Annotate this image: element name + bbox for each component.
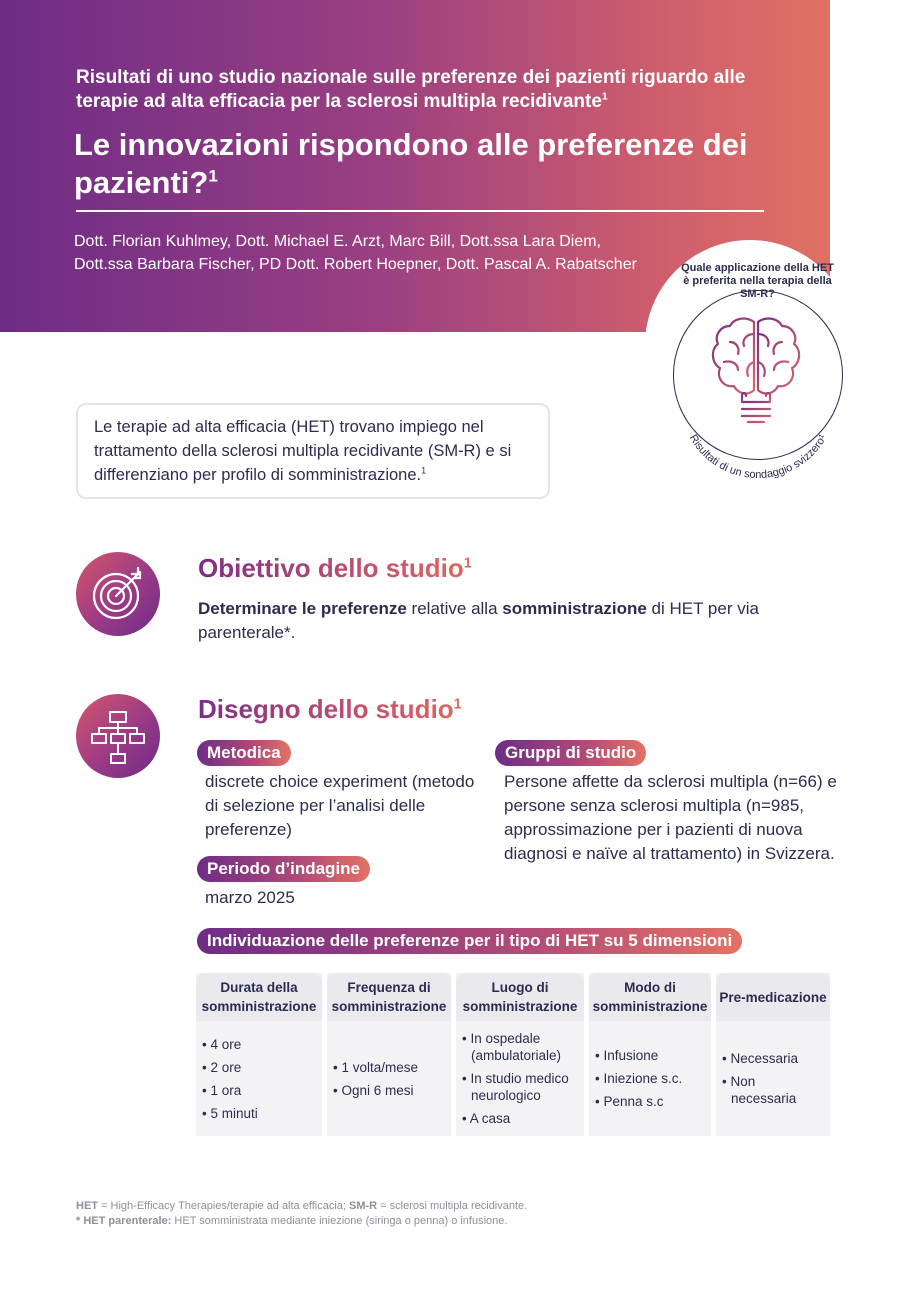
period-text: marzo 2025: [205, 888, 295, 907]
dimension-column: [716, 973, 830, 1136]
footnotes: HET = High-Efficacy Therapies/terapie ad alta efficacia; SM-R = sclerosi multipla recidivante. * HET parenterale: HET somministrata mediante iniezione (siringa o penna) o infusione.: [76, 1200, 528, 1227]
flowchart-icon: [76, 694, 160, 778]
method-text: discrete choice experiment (metodo di selezione per l’analisi delle preferenze): [205, 772, 475, 839]
groups-label: Gruppi di studio: [495, 740, 646, 766]
groups-text: Persone affette da sclerosi multipla (n=66) e persone senza sclerosi multipla (n=985, approssimazione per i pazienti di nuova diagnosi e naïve al trattamento) in Svizzera.: [504, 772, 837, 863]
list-item: • 1 ora: [202, 1082, 242, 1098]
survey-question: Quale applicazione della HET è preferita nella terapia della SM-R?: [681, 262, 834, 300]
dimension-column: [196, 973, 322, 1136]
objective-text: Determinare le preferenze relative alla somministrazione di HET per via parenterale*.: [198, 599, 759, 642]
dimensions-label: Individuazione delle preferenze per il tipo di HET su 5 dimensioni: [197, 928, 742, 954]
list-item: • Ogni 6 mesi: [333, 1082, 414, 1098]
column-header: Luogo di somministrazione: [456, 973, 584, 1021]
list-item: • Iniezione s.c.: [595, 1071, 683, 1086]
survey-arc-label: [660, 330, 856, 480]
column-header: Frequenza di somministrazione: [327, 973, 451, 1021]
list-item: • 1 volta/mese: [333, 1059, 419, 1075]
header-divider: [76, 210, 764, 212]
list-item: • 2 ore: [202, 1059, 242, 1075]
objective-title: Obiettivo dello studio$^1$: [198, 553, 472, 583]
list-item: • Non necessaria: [722, 1074, 797, 1106]
list-item: • In ospedale (ambulatoriale): [462, 1031, 562, 1063]
svg-text:Risultati di un sondaggio sviz: Risultati di un sondaggio svizzero¹: [686, 432, 830, 480]
column-header: Durata della somministrazione: [196, 973, 322, 1021]
dimension-column: [456, 973, 584, 1136]
method-label: Metodica: [197, 740, 291, 766]
list-item: • A casa: [462, 1111, 511, 1126]
list-item: • Necessaria: [722, 1051, 799, 1066]
column-header: Pre-medicazione: [716, 973, 830, 1021]
intro-box: Le terapie ad alta efficacia (HET) trovano impiego nel trattamento della sclerosi multipla recidivante (SM-R) e si differenziano per profilo di somministrazione.$^1$: [76, 403, 550, 499]
list-item: • In studio medico neurologico: [462, 1071, 569, 1103]
list-item: • Infusione: [595, 1048, 659, 1063]
design-title: Disegno dello studio$^1$: [198, 694, 462, 724]
header-subtitle: Risultati di uno studio nazionale sulle preferenze dei pazienti riguardo alle terapie ad alta efficacia per la sclerosi multipla recidivante$^1$: [76, 67, 746, 112]
column-header: Modo di somministrazione: [589, 973, 711, 1021]
page-title: Le innovazioni rispondono alle preferenze dei pazienti?$^1$: [74, 127, 748, 200]
target-icon: [76, 552, 160, 636]
dimensions-table: [196, 973, 830, 1136]
list-item: • 5 minuti: [202, 1105, 258, 1121]
dimension-column: [327, 973, 451, 1136]
period-label: Periodo d’indagine: [197, 856, 370, 882]
dimension-column: [589, 973, 711, 1136]
authors: Dott. Florian Kuhlmey, Dott. Michael E. Arzt, Marc Bill, Dott.ssa Lara Diem, Dott.ssa Barbara Fischer, PD Dott. Robert Hoepner, Dott. Pascal A. Rabatscher: [74, 233, 637, 273]
list-item: • 4 ore: [202, 1036, 242, 1052]
list-item: • Penna s.c: [595, 1094, 664, 1109]
